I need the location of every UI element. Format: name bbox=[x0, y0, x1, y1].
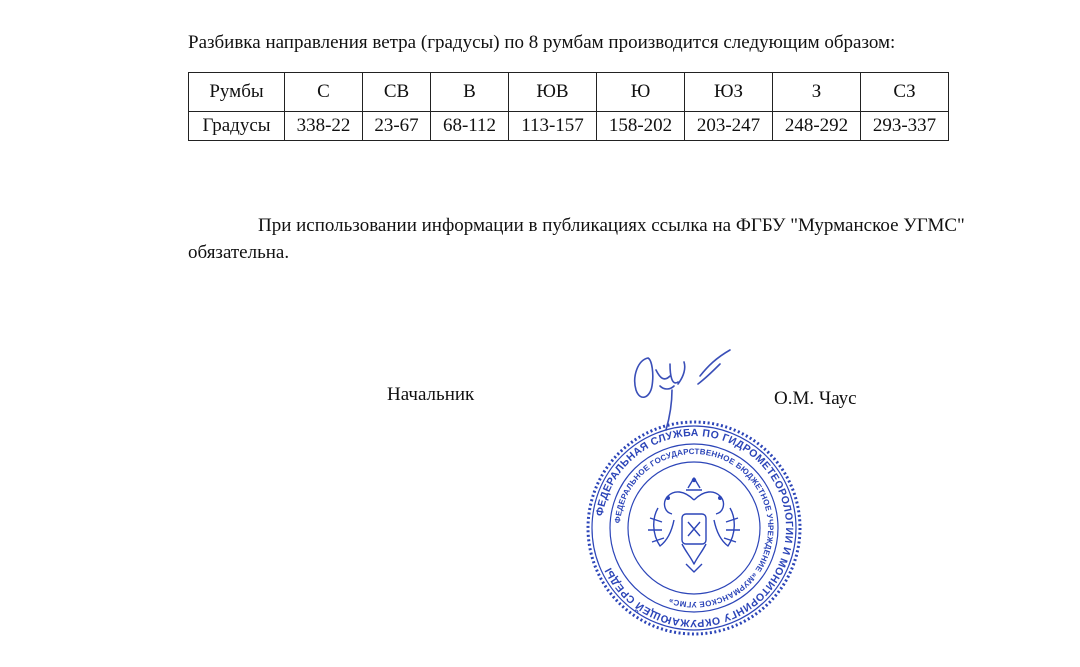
degrees-cell: 68-112 bbox=[431, 112, 509, 141]
direction-cell: СВ bbox=[363, 73, 431, 112]
degrees-cell: 293-337 bbox=[861, 112, 949, 141]
direction-cell: ЮЗ bbox=[685, 73, 773, 112]
degrees-row bbox=[189, 112, 949, 141]
signatory-name: О.М. Чаус bbox=[774, 388, 857, 409]
row-header-directions: Румбы bbox=[189, 73, 285, 112]
direction-cell: С bbox=[285, 73, 363, 112]
position-title: Начальник bbox=[387, 384, 475, 405]
svg-text:ФЕДЕРАЛЬНАЯ СЛУЖБА ПО ГИДРОМЕТ: ФЕДЕРАЛЬНАЯ СЛУЖБА ПО ГИДРОМЕТЕОРОЛОГИИ И МОНИТОРИНГУ ОКРУЖАЮЩЕЙ СРЕДЫ bbox=[593, 426, 796, 630]
svg-text:ФЕДЕРАЛЬНОЕ ГОСУДАРСТВЕННОЕ БЮ: ФЕДЕРАЛЬНОЕ ГОСУДАРСТВЕННОЕ БЮДЖЕТНОЕ УЧРЕЖДЕНИЕ «МУРМАНСКОЕ УГМС» bbox=[613, 446, 776, 610]
direction-cell: ЮВ bbox=[509, 73, 597, 112]
degrees-cell: 248-292 bbox=[773, 112, 861, 141]
direction-cell: СЗ bbox=[861, 73, 949, 112]
degrees-cell: 338-22 bbox=[285, 112, 363, 141]
degrees-cell: 23-67 bbox=[363, 112, 431, 141]
row-header-degrees: Градусы bbox=[189, 112, 285, 141]
degrees-cell: 203-247 bbox=[685, 112, 773, 141]
official-seal bbox=[578, 418, 810, 638]
directions-row bbox=[189, 73, 949, 112]
direction-cell: З bbox=[773, 73, 861, 112]
citation-notice: При использовании информации в публикациях ссылка на ФГБУ "Мурманское УГМС" обязательна. bbox=[188, 215, 965, 263]
degrees-cell: 158-202 bbox=[597, 112, 685, 141]
wind-direction-table bbox=[188, 72, 949, 141]
direction-cell: Ю bbox=[597, 73, 685, 112]
direction-cell: В bbox=[431, 73, 509, 112]
degrees-cell: 113-157 bbox=[509, 112, 597, 141]
intro-text: Разбивка направления ветра (градусы) по 8 румбам производится следующим образом: bbox=[188, 32, 896, 53]
